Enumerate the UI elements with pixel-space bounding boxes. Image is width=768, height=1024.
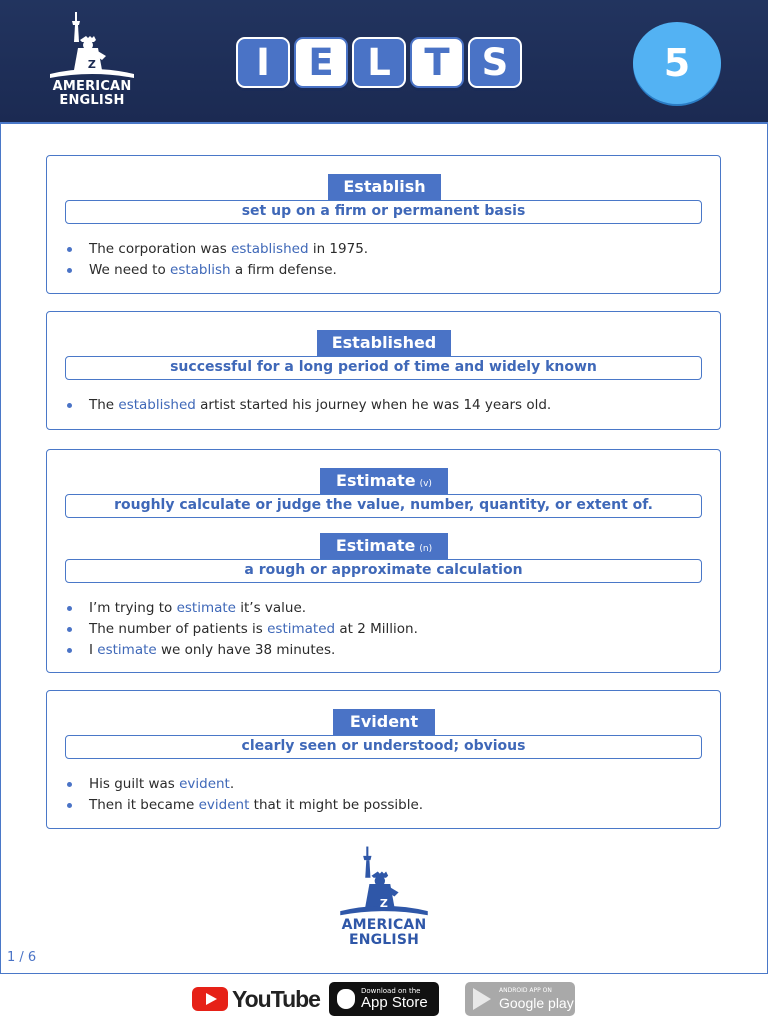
- word-title-text: Estimate: [336, 471, 416, 490]
- googleplay-small-text: ANDROID APP ON: [499, 987, 552, 994]
- word-title: [320, 468, 448, 494]
- example-text: artist started his journey when he was 14 years old.: [195, 397, 552, 413]
- logo-line-1: AMERICAN: [52, 79, 132, 94]
- appstore-big-text: App Store: [361, 994, 428, 1011]
- example-item: [65, 239, 368, 260]
- logo-line-2: ENGLISH: [348, 932, 420, 948]
- example-text: at 2 Million.: [335, 621, 418, 637]
- lesson-number-badge: 5: [633, 22, 721, 104]
- highlighted-word: estimate: [97, 642, 157, 658]
- vocab-card-estimate: [46, 449, 721, 673]
- word-title-text: Established: [331, 333, 437, 352]
- example-list: [65, 598, 418, 661]
- example-item: [65, 795, 423, 816]
- example-text: that it might be possible.: [249, 797, 424, 813]
- vocab-card-established: [46, 311, 721, 430]
- title-letter-l: L: [352, 37, 406, 88]
- example-text: The number of patients is: [89, 621, 268, 637]
- example-text: The: [89, 397, 119, 413]
- ielts-title: [236, 37, 522, 88]
- word-title: [333, 709, 435, 735]
- example-text: We need to: [89, 262, 171, 278]
- word-title-text: Estimate: [335, 536, 416, 555]
- part-of-speech: (v): [419, 479, 432, 489]
- store-badges: [0, 981, 768, 1017]
- highlighted-word: established: [231, 241, 309, 257]
- example-text: The corporation was: [89, 241, 232, 257]
- part-of-speech: (n): [419, 544, 433, 554]
- word-title-text: Evident: [349, 712, 419, 731]
- google-play-icon: [473, 988, 491, 1010]
- example-item: [65, 395, 551, 416]
- word-definition: clearly seen or understood; obvious: [65, 735, 702, 759]
- logo-line-1: AMERICAN: [341, 917, 427, 933]
- title-letter-e: E: [294, 37, 348, 88]
- logo-z: Z: [87, 58, 97, 71]
- highlighted-word: establish: [170, 262, 231, 278]
- highlighted-word: established: [118, 397, 196, 413]
- youtube-label: YouTube: [232, 985, 320, 1012]
- googleplay-big-text: Google play: [499, 995, 574, 1011]
- google-play-button[interactable]: [465, 982, 575, 1016]
- example-text: .: [229, 776, 235, 792]
- example-text: I’m trying to: [89, 600, 177, 616]
- highlighted-word: evident: [198, 797, 250, 813]
- youtube-link[interactable]: [192, 985, 320, 1013]
- example-text: we only have 38 minutes.: [156, 642, 336, 658]
- logo-line-2: ENGLISH: [59, 93, 125, 108]
- footer-brand-logo[interactable]: [334, 846, 434, 950]
- example-list: [65, 239, 368, 281]
- header: [0, 0, 768, 124]
- example-item: [65, 774, 423, 795]
- highlighted-word: estimated: [267, 621, 336, 637]
- vocab-card-establish: [46, 155, 721, 294]
- example-item: [65, 598, 418, 619]
- logo-z: Z: [379, 897, 389, 910]
- title-letter-i: I: [236, 37, 290, 88]
- word-definition: roughly calculate or judge the value, number, quantity, or extent of.: [65, 494, 702, 518]
- word-title: [317, 330, 451, 356]
- youtube-icon: [192, 987, 228, 1011]
- apple-icon: [337, 989, 355, 1009]
- example-text: it’s value.: [235, 600, 307, 616]
- example-text: I: [89, 642, 98, 658]
- vocab-card-evident: [46, 690, 721, 829]
- example-text: in 1975.: [308, 241, 369, 257]
- title-letter-t: T: [410, 37, 464, 88]
- app-store-button[interactable]: [329, 982, 439, 1016]
- brand-logo[interactable]: [44, 12, 140, 110]
- example-list: [65, 774, 423, 816]
- example-text: Then it became: [89, 797, 199, 813]
- page-indicator: 1 / 6: [7, 950, 37, 965]
- example-item: [65, 619, 418, 640]
- word-definition: set up on a firm or permanent basis: [65, 200, 702, 224]
- word-definition: successful for a long period of time and widely known: [65, 356, 702, 380]
- word-definition-2: a rough or approximate calculation: [65, 559, 702, 583]
- example-item: [65, 260, 368, 281]
- highlighted-word: estimate: [176, 600, 236, 616]
- example-text: a firm defense.: [230, 262, 337, 278]
- word-title: [328, 174, 441, 200]
- example-text: His guilt was: [89, 776, 180, 792]
- highlighted-word: evident: [179, 776, 230, 792]
- example-list: [65, 395, 551, 416]
- example-item: [65, 640, 418, 661]
- word-title-2: [320, 533, 448, 559]
- appstore-small-text: Download on the: [361, 987, 421, 995]
- word-title-text: Establish: [343, 177, 426, 196]
- title-letter-s: S: [468, 37, 522, 88]
